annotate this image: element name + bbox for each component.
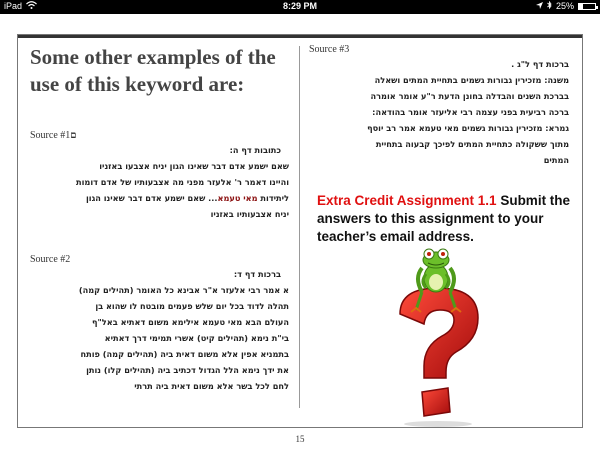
section-heading: Some other examples of the use of this keyword are: bbox=[30, 45, 276, 96]
page-top-rule bbox=[18, 35, 582, 38]
source-2-label: Source #2 bbox=[30, 254, 71, 265]
source-1-line-4: יניח אצבעותיו באזניו bbox=[210, 209, 289, 219]
frog-on-question-mark-icon bbox=[378, 248, 498, 428]
source-2-line-1: א אמר רבי אלעזר א"ר אבינא כל האומר (תהילים קמה) bbox=[78, 285, 289, 295]
source-1-highlight: מאי טעמא bbox=[217, 193, 258, 203]
assignment-title: Extra Credit Assignment 1.1 bbox=[317, 193, 497, 208]
source-3-line-1: משנה: מזכירין גבורות גשמים בתחיית המתים ושאלה bbox=[374, 75, 569, 85]
source-1-label bbox=[30, 130, 77, 141]
assignment-body: Submit the answers to this assignment to your teacher’s email address. bbox=[317, 193, 571, 244]
source-2-title: ברכות דף ד: bbox=[233, 269, 281, 279]
bluetooth-icon bbox=[547, 1, 552, 11]
status-time: 8:29 PM bbox=[282, 1, 317, 11]
source-2-line-6: את ידך נימא הלל הגדול דכתיב ביה (תהילים קלו) נותן bbox=[86, 365, 289, 375]
source-1-line-3 bbox=[86, 190, 289, 206]
source-2-line-7: לחם לכל בשר אלא משום דאית ביה תרתי bbox=[134, 381, 289, 391]
source-2-line-2: תהלה לדוד בכל יום שלש פעמים מובטח לו שהוא בן bbox=[95, 301, 289, 311]
device-name: iPad bbox=[4, 1, 23, 11]
source-1-line-2: והיינו דאמר ר' אלעזר מפני מה אצבעותיו של אדם דומות bbox=[75, 177, 289, 187]
status-right bbox=[536, 1, 596, 11]
source-3-line-5: מתוך ששקולה כתחיית המתים לפיכך קבעוה בתחיית bbox=[375, 139, 569, 149]
source-1-title: כתובות דף ה: bbox=[229, 145, 281, 155]
source-3-label: Source #3 bbox=[309, 44, 350, 55]
source-2-line-5: בתמניא אפין אלא משום דאית ביה (תהילים קמה) פותח bbox=[80, 349, 289, 359]
column-divider bbox=[299, 46, 300, 408]
page-number: 15 bbox=[295, 434, 305, 444]
source-1-label-text: Source #1 bbox=[30, 130, 71, 141]
source-3-line-2: בברכת השנים והבדלה בחונן הדעת ר"ע אומר אומרה bbox=[370, 91, 569, 101]
battery-level bbox=[579, 4, 583, 9]
source-2-line-4: בי"ת נימא (תהילים קיט) אשרי תמימי דרך דאתיא bbox=[104, 333, 289, 343]
source-1-line-1: שאם ישמע אדם דבר שאינו הגון יניח אצבעו באזניו bbox=[99, 161, 289, 171]
battery-percent: 25% bbox=[555, 1, 574, 11]
battery-icon bbox=[578, 3, 596, 10]
source-3-line-4: גמרא: מזכירין גבורות גשמים מאי טעמא אמר רב יוסף bbox=[367, 123, 569, 133]
source-1-line-3-before: ליתידות bbox=[257, 193, 289, 203]
status-bar bbox=[0, 0, 600, 14]
source-3-line-6: המתים bbox=[543, 155, 569, 165]
source-1-marker: ם bbox=[70, 130, 77, 141]
source-2-line-3: העולם הבא מאי טעמא אילימא משום דאתיא באל"ף bbox=[92, 317, 289, 327]
source-3-title: ברכות דף ל"ג . bbox=[511, 59, 569, 69]
source-1-line-3-after: ... שאם ישמע אדם דבר שאינו הגון bbox=[85, 193, 218, 203]
location-icon bbox=[536, 1, 543, 11]
source-3-line-3: ברכה רביעית בפני עצמה רבי אליעזר אומר בהודאה: bbox=[372, 107, 569, 117]
extra-credit-assignment bbox=[317, 192, 577, 246]
